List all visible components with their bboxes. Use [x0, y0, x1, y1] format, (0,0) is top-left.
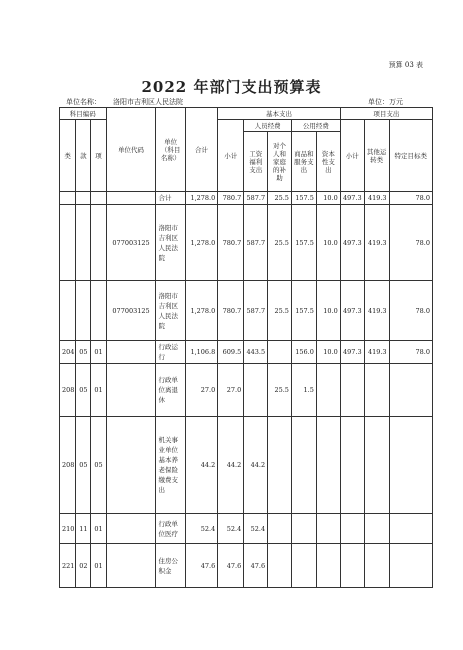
cell-goods	[291, 544, 316, 588]
cell-p-sub	[340, 514, 364, 544]
cell-family	[268, 544, 292, 588]
cell-family: 25.5	[268, 281, 292, 341]
header-kuan: 款	[76, 120, 91, 192]
cell-name: 行政单位医疗	[156, 514, 185, 544]
cell-code	[106, 192, 156, 205]
cell-xiang: 01	[91, 341, 106, 364]
cell-xiang: 01	[91, 544, 106, 588]
cell-total: 1,278.0	[185, 192, 218, 205]
cell-b-sub: 27.0	[218, 364, 244, 417]
table-body	[60, 192, 433, 588]
cell-code: 077003125	[106, 205, 156, 281]
cell-family: 25.5	[268, 205, 292, 281]
cell-total: 52.4	[185, 514, 218, 544]
cell-capital: 10.0	[316, 192, 340, 205]
table-row	[60, 281, 433, 341]
cell-b-sub: 780.7	[218, 205, 244, 281]
cell-b-sub: 47.6	[218, 544, 244, 588]
cell-salary: 587.7	[244, 192, 268, 205]
cell-total: 1,278.0	[185, 281, 218, 341]
cell-lei: 204	[60, 341, 76, 364]
table-header	[60, 108, 433, 192]
cell-p-sub: 497.3	[340, 281, 364, 341]
header-public: 公用经费	[291, 120, 340, 132]
unit-name-line	[66, 97, 183, 107]
table-row	[60, 364, 433, 417]
cell-target: 78.0	[389, 341, 432, 364]
cell-b-sub: 780.7	[218, 281, 244, 341]
cell-target	[389, 417, 432, 514]
header-basic-subtotal: 小计	[218, 120, 244, 192]
cell-total: 44.2	[185, 417, 218, 514]
cell-family: 25.5	[268, 364, 292, 417]
cell-name: 合计	[156, 192, 185, 205]
cell-target: 78.0	[389, 281, 432, 341]
cell-total: 1,278.0	[185, 205, 218, 281]
cell-salary: 44.2	[244, 417, 268, 514]
table-row	[60, 341, 433, 364]
unit-name-value: 洛阳市吉利区人民法院	[113, 98, 183, 106]
header-salary: 工资福利支出	[244, 132, 268, 192]
cell-capital: 10.0	[316, 205, 340, 281]
cell-salary: 587.7	[244, 281, 268, 341]
cell-total: 47.6	[185, 544, 218, 588]
header-basic: 基本支出	[218, 108, 341, 120]
cell-kuan: 05	[76, 341, 91, 364]
cell-lei	[60, 281, 76, 341]
budget-table	[59, 107, 433, 588]
cell-lei	[60, 192, 76, 205]
cell-lei: 210	[60, 514, 76, 544]
header-unit-code: 单位代码	[106, 108, 156, 192]
form-number: 预算 03 表	[388, 61, 423, 69]
cell-p-sub	[340, 364, 364, 417]
header-unit-name: 单位（科目名称）	[156, 108, 185, 192]
cell-kuan	[76, 281, 91, 341]
cell-other	[364, 544, 389, 588]
cell-target: 78.0	[389, 192, 432, 205]
cell-salary	[244, 364, 268, 417]
cell-name: 洛阳市吉利区人民法院	[156, 205, 185, 281]
cell-total: 27.0	[185, 364, 218, 417]
cell-b-sub: 609.5	[218, 341, 244, 364]
cell-p-sub	[340, 417, 364, 514]
cell-p-sub: 497.3	[340, 341, 364, 364]
cell-goods: 157.5	[291, 192, 316, 205]
cell-b-sub: 780.7	[218, 192, 244, 205]
page-title: 2022 年部门支出预算表	[141, 78, 322, 96]
cell-lei: 208	[60, 364, 76, 417]
header-personnel: 人员经费	[244, 120, 292, 132]
cell-goods: 157.5	[291, 281, 316, 341]
cell-capital	[316, 544, 340, 588]
cell-target	[389, 514, 432, 544]
cell-capital	[316, 364, 340, 417]
cell-other	[364, 417, 389, 514]
header-other-transfer: 其他运转类	[364, 120, 389, 192]
cell-other: 419.3	[364, 192, 389, 205]
header-total: 合计	[185, 108, 218, 192]
table-row	[60, 417, 433, 514]
cell-xiang	[91, 192, 106, 205]
cell-xiang: 01	[91, 364, 106, 417]
header-lei: 类	[60, 120, 76, 192]
cell-lei	[60, 205, 76, 281]
cell-capital: 10.0	[316, 281, 340, 341]
cell-other: 419.3	[364, 341, 389, 364]
cell-family	[268, 417, 292, 514]
cell-kuan	[76, 205, 91, 281]
cell-code	[106, 417, 156, 514]
cell-capital	[316, 417, 340, 514]
cell-target	[389, 544, 432, 588]
cell-other	[364, 514, 389, 544]
cell-name: 住房公积金	[156, 544, 185, 588]
cell-other: 419.3	[364, 281, 389, 341]
cell-code	[106, 514, 156, 544]
cell-xiang	[91, 205, 106, 281]
cell-target	[389, 364, 432, 417]
cell-salary: 587.7	[244, 205, 268, 281]
cell-b-sub: 44.2	[218, 417, 244, 514]
cell-goods	[291, 417, 316, 514]
table-row	[60, 192, 433, 205]
cell-goods	[291, 514, 316, 544]
cell-xiang: 05	[91, 417, 106, 514]
table-row	[60, 514, 433, 544]
cell-other: 419.3	[364, 205, 389, 281]
header-project: 项目支出	[340, 108, 432, 120]
cell-name: 机关事业单位基本养老保险缴费支出	[156, 417, 185, 514]
cell-kuan: 02	[76, 544, 91, 588]
cell-salary: 443.5	[244, 341, 268, 364]
cell-xiang	[91, 281, 106, 341]
header-goods: 商品和服务支出	[291, 132, 316, 192]
cell-family: 25.5	[268, 192, 292, 205]
cell-lei: 208	[60, 417, 76, 514]
cell-code	[106, 544, 156, 588]
cell-total: 1,106.8	[185, 341, 218, 364]
cell-capital: 10.0	[316, 341, 340, 364]
cell-lei: 221	[60, 544, 76, 588]
cell-goods: 1.5	[291, 364, 316, 417]
unit-measure: 单位：万元	[368, 98, 403, 106]
cell-name: 行政单位离退休	[156, 364, 185, 417]
cell-p-sub	[340, 544, 364, 588]
cell-family	[268, 514, 292, 544]
table-row	[60, 544, 433, 588]
cell-other	[364, 364, 389, 417]
cell-name: 洛阳市吉利区人民法院	[156, 281, 185, 341]
header-subject-code: 科目编码	[60, 108, 107, 120]
cell-goods: 157.5	[291, 205, 316, 281]
cell-target: 78.0	[389, 205, 432, 281]
header-xiang: 项	[91, 120, 106, 192]
header-capital: 资本性支出	[316, 132, 340, 192]
cell-p-sub: 497.3	[340, 205, 364, 281]
unit-name-label: 单位名称：	[66, 98, 101, 106]
cell-code	[106, 341, 156, 364]
cell-kuan: 05	[76, 364, 91, 417]
cell-p-sub: 497.3	[340, 192, 364, 205]
cell-salary: 52.4	[244, 514, 268, 544]
cell-capital	[316, 514, 340, 544]
header-specific-target: 特定目标类	[389, 120, 432, 192]
cell-kuan: 05	[76, 417, 91, 514]
cell-code: 077003125	[106, 281, 156, 341]
cell-family	[268, 341, 292, 364]
cell-xiang: 01	[91, 514, 106, 544]
header-family: 对个人和家庭的补助	[268, 132, 292, 192]
cell-kuan	[76, 192, 91, 205]
header-project-subtotal: 小计	[340, 120, 364, 192]
cell-b-sub: 52.4	[218, 514, 244, 544]
table-row	[60, 205, 433, 281]
cell-kuan: 11	[76, 514, 91, 544]
cell-salary: 47.6	[244, 544, 268, 588]
cell-goods: 156.0	[291, 341, 316, 364]
cell-code	[106, 364, 156, 417]
cell-name: 行政运行	[156, 341, 185, 364]
